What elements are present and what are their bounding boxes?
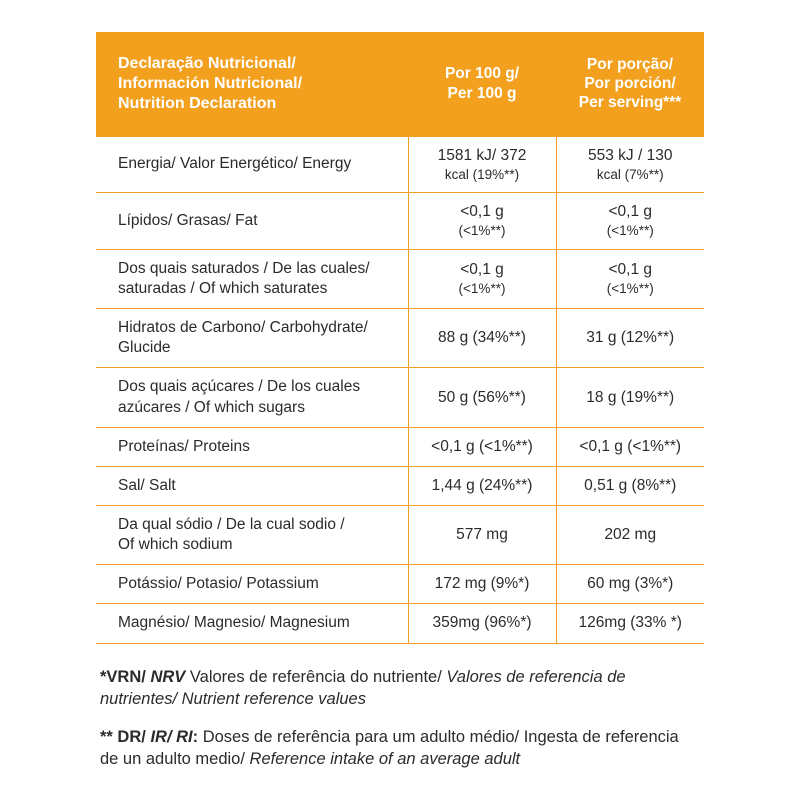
row-label-line-2: saturadas / Of which saturates: [118, 280, 328, 298]
footnote-nrv-italic: Valores de referencia de nutrientes/ Nutrient reference values: [100, 667, 626, 708]
row-label: [96, 506, 408, 565]
table-row: [96, 466, 704, 505]
row-label: [96, 565, 408, 604]
table-row: [96, 368, 704, 427]
footnote-ri-italic: Reference intake of an average adult: [249, 750, 521, 769]
footnote-ri-colon: :: [192, 728, 199, 747]
header-per-100g: [408, 32, 556, 136]
row-value-per-serving: [556, 604, 704, 643]
value-main: 359mg (96%*): [432, 614, 532, 632]
row-value-per-serving: [556, 136, 704, 193]
row-label-line-2: Glucide: [118, 339, 171, 357]
value-main: 60 mg (3%*): [587, 575, 674, 593]
value-main: 1581 kJ/ 372: [437, 146, 527, 164]
footnote-ri-rest: Doses de referência para um adulto médio/ Ingesta de referencia de un adulto medio/: [100, 728, 679, 769]
row-label: [96, 427, 408, 466]
value-main: 50 g (56%**): [438, 388, 526, 406]
row-value-per-100g: [408, 309, 556, 368]
row-label-line-1: Energia/ Valor Energético/ Energy: [118, 155, 352, 173]
value-main: 1,44 g (24%**): [431, 476, 533, 494]
footnote-ri-italic-bold: IR/ RI: [150, 728, 193, 747]
row-value-per-serving: [556, 368, 704, 427]
footnote-nrv-italic-bold: NRV: [150, 667, 186, 686]
header-per-serving: [556, 32, 704, 136]
header-per-serving-line-2: Por porción/: [584, 75, 676, 93]
value-sub: (<1%**): [606, 223, 654, 239]
table-row: [96, 193, 704, 250]
header-per-serving-line-1: Por porção/: [586, 55, 674, 73]
value-main: <0,1 g (<1%**): [431, 437, 533, 455]
table-body: [96, 136, 704, 643]
row-label-line-1: Da qual sódio / De la cual sodio /: [118, 516, 345, 533]
row-label-line-1: Potássio/ Potasio/ Potassium: [118, 575, 319, 593]
value-main: 553 kJ / 130: [588, 146, 673, 164]
header-per-100g-line-2: Per 100 g: [447, 84, 517, 102]
value-main: <0,1 g: [608, 203, 653, 221]
table-header: [96, 32, 704, 136]
value-main: <0,1 g (<1%**): [579, 437, 682, 455]
header-declaration-line-3: Nutrition Declaration: [118, 94, 277, 112]
row-label-line-2: azúcares / Of which sugars: [118, 398, 305, 416]
value-main: 577 mg: [456, 526, 508, 544]
row-value-per-100g: [408, 249, 556, 308]
header-row: [96, 32, 704, 136]
value-sub: kcal (19%**): [444, 166, 520, 182]
footnote-nrv-rest: Valores de referência do nutriente/: [185, 667, 447, 686]
row-label-line-1: Hidratos de Carbono/ Carbohydrate/: [118, 319, 368, 337]
row-value-per-100g: [408, 565, 556, 604]
value-main: 126mg (33% *): [578, 614, 682, 632]
table-row: [96, 249, 704, 308]
row-label-line-1: Magnésio/ Magnesio/ Magnesium: [118, 614, 350, 632]
header-declaration-line-2: Información Nutricional/: [118, 74, 303, 92]
row-label: [96, 604, 408, 643]
row-value-per-100g: [408, 466, 556, 505]
footnote-nrv-bold: *VRN/: [100, 667, 151, 686]
row-value-per-serving: [556, 565, 704, 604]
nutrition-table: [96, 32, 704, 644]
table-row: [96, 565, 704, 604]
row-label-line-1: Sal/ Salt: [118, 476, 176, 494]
row-value-per-serving: [556, 506, 704, 565]
footnote-ri: [100, 726, 700, 771]
table-row: [96, 506, 704, 565]
value-main: 0,51 g (8%**): [584, 476, 677, 494]
table-row: [96, 427, 704, 466]
row-value-per-serving: [556, 249, 704, 308]
header-declaration-line-1: Declaração Nutricional/: [118, 54, 296, 72]
row-value-per-serving: [556, 193, 704, 250]
row-label-line-2: Of which sodium: [118, 536, 233, 554]
value-main: <0,1 g: [460, 261, 504, 279]
row-label: [96, 368, 408, 427]
row-value-per-100g: [408, 193, 556, 250]
footnotes: [96, 666, 700, 771]
header-per-100g-line-1: Por 100 g/: [444, 65, 520, 83]
table-row: [96, 604, 704, 643]
row-label-line-1: Dos quais saturados / De las cuales/: [118, 259, 370, 277]
header-per-serving-line-3: Per serving***: [578, 94, 682, 112]
row-label-line-1: Lípidos/ Grasas/ Fat: [118, 211, 258, 229]
row-value-per-100g: [408, 136, 556, 193]
row-label-line-1: Dos quais açúcares / De los cuales: [118, 378, 361, 396]
footnote-ri-bold: ** DR/: [100, 728, 151, 747]
value-sub: kcal (7%**): [596, 166, 664, 182]
row-label: [96, 249, 408, 308]
row-label-line-1: Proteínas/ Proteins: [118, 437, 250, 455]
row-value-per-100g: [408, 427, 556, 466]
value-main: 31 g (12%**): [586, 329, 675, 347]
value-sub: (<1%**): [458, 281, 506, 297]
row-label: [96, 309, 408, 368]
row-value-per-serving: [556, 309, 704, 368]
row-label: [96, 466, 408, 505]
row-value-per-serving: [556, 427, 704, 466]
value-main: 88 g (34%**): [438, 329, 526, 347]
value-main: <0,1 g: [460, 203, 504, 221]
row-label: [96, 193, 408, 250]
table-row: [96, 136, 704, 193]
table-row: [96, 309, 704, 368]
nutrition-sheet: [96, 32, 704, 787]
row-value-per-100g: [408, 506, 556, 565]
value-main: 202 mg: [604, 526, 657, 544]
row-value-per-serving: [556, 466, 704, 505]
footnote-nrv: [100, 666, 700, 711]
header-declaration: [96, 32, 408, 136]
value-main: <0,1 g: [608, 261, 653, 279]
value-main: 18 g (19%**): [586, 388, 675, 406]
row-value-per-100g: [408, 368, 556, 427]
row-label: [96, 136, 408, 193]
value-sub: (<1%**): [458, 223, 506, 239]
value-main: 172 mg (9%*): [434, 575, 530, 593]
row-value-per-100g: [408, 604, 556, 643]
value-sub: (<1%**): [606, 281, 654, 297]
